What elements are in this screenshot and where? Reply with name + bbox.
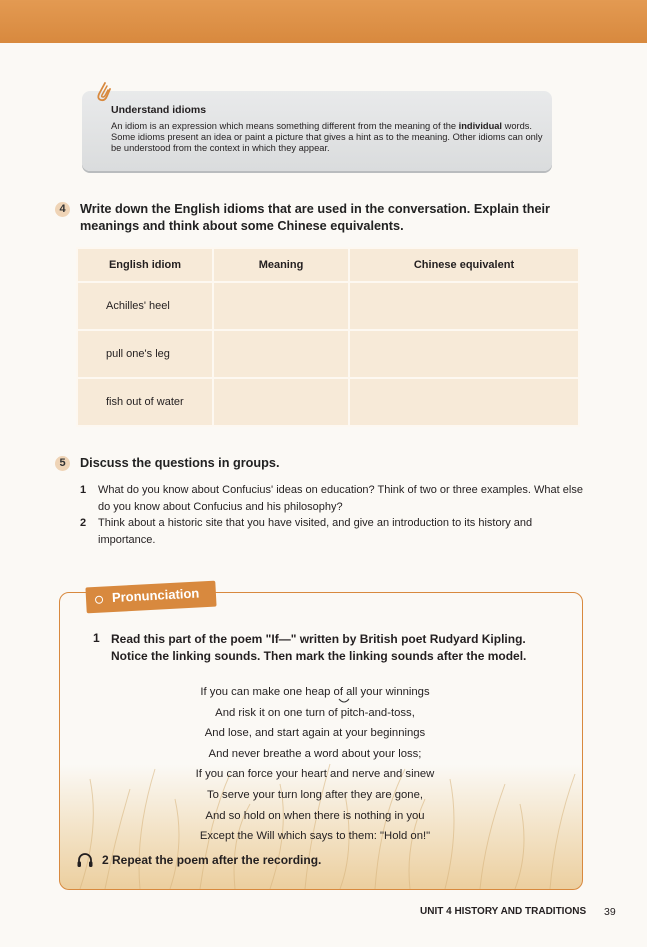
task-4-number: 4 — [55, 202, 70, 217]
poem — [150, 682, 480, 847]
question-text: What do you know about Confucius' ideas on education? Think of two or three examples. What else do you know about Confucius and his philosophy? — [98, 484, 583, 513]
header-english-idiom: English idiom — [77, 248, 213, 282]
idiom-cell: Achilles' heel — [77, 282, 213, 330]
table-row — [77, 330, 579, 378]
meaning-cell[interactable] — [213, 282, 349, 330]
table-row — [77, 378, 579, 426]
circle-icon — [95, 596, 103, 604]
chinese-equivalent-cell[interactable] — [349, 282, 579, 330]
poem-line: And so hold on when there is nothing in you — [205, 809, 425, 822]
task-4-title: Write down the English idioms that are used in the conversation. Explain their meanings and think about some Chinese equivalents. — [80, 202, 550, 233]
top-color-band — [0, 0, 647, 43]
step-2-instruction: 2 Repeat the poem after the recording. — [102, 853, 322, 867]
unit-footer: UNIT 4 HISTORY AND TRADITIONS — [420, 906, 587, 917]
header-chinese-equivalent: Chinese equivalent — [349, 248, 579, 282]
table-row — [77, 282, 579, 330]
idiom-cell: fish out of water — [77, 378, 213, 426]
poem-line: And lose, and start again at your beginnings — [204, 727, 426, 740]
poem-line: And risk it on one turn of pitch-and-toss, — [215, 706, 415, 719]
task-5-number: 5 — [55, 456, 70, 471]
step-1-number: 1 — [93, 631, 100, 645]
pronunciation-label: Pronunciation — [111, 585, 200, 606]
poem-line: To serve your turn long after they are gone, — [206, 788, 424, 801]
poem-line: And never breathe a word about your loss; — [208, 747, 422, 760]
poem-line: Except the Will which says to them: "Hold on!" — [199, 830, 431, 843]
table-header-row — [77, 248, 579, 282]
headphones-icon[interactable] — [76, 851, 94, 869]
idiom-cell: pull one's leg — [77, 330, 213, 378]
chinese-equivalent-cell[interactable] — [349, 378, 579, 426]
tip-body: An idiom is an expression which means something different from the meaning of the individual words. Some idioms present an idea or paint a picture that gives a hint as to the meaning. Other idioms can only be understood from the context in which they appear. — [111, 121, 543, 153]
step-1-instruction: Read this part of the poem "If—" written by British poet Rudyard Kipling. Notice the linking sounds. Then mark the linking sounds after the model. — [111, 632, 527, 663]
page-number: 39 — [604, 906, 616, 918]
task-5-title: Discuss the questions in groups. — [80, 456, 280, 470]
tip-title: Understand idioms — [111, 104, 207, 116]
meaning-cell[interactable] — [213, 378, 349, 426]
linking-mark-icon — [338, 698, 350, 704]
meaning-cell[interactable] — [213, 330, 349, 378]
paperclip-icon — [95, 80, 111, 104]
question-number: 2 — [80, 517, 87, 529]
question-text: Think about a historic site that you have visited, and give an introduction to its history and importance. — [98, 517, 533, 546]
idiom-table — [76, 247, 580, 427]
poem-line: If you can force your heart and nerve and sinew — [195, 768, 435, 781]
header-meaning: Meaning — [213, 248, 349, 282]
poem-line: If you can make one heap of all your winnings — [200, 686, 430, 698]
question-number: 1 — [80, 484, 87, 496]
chinese-equivalent-cell[interactable] — [349, 330, 579, 378]
